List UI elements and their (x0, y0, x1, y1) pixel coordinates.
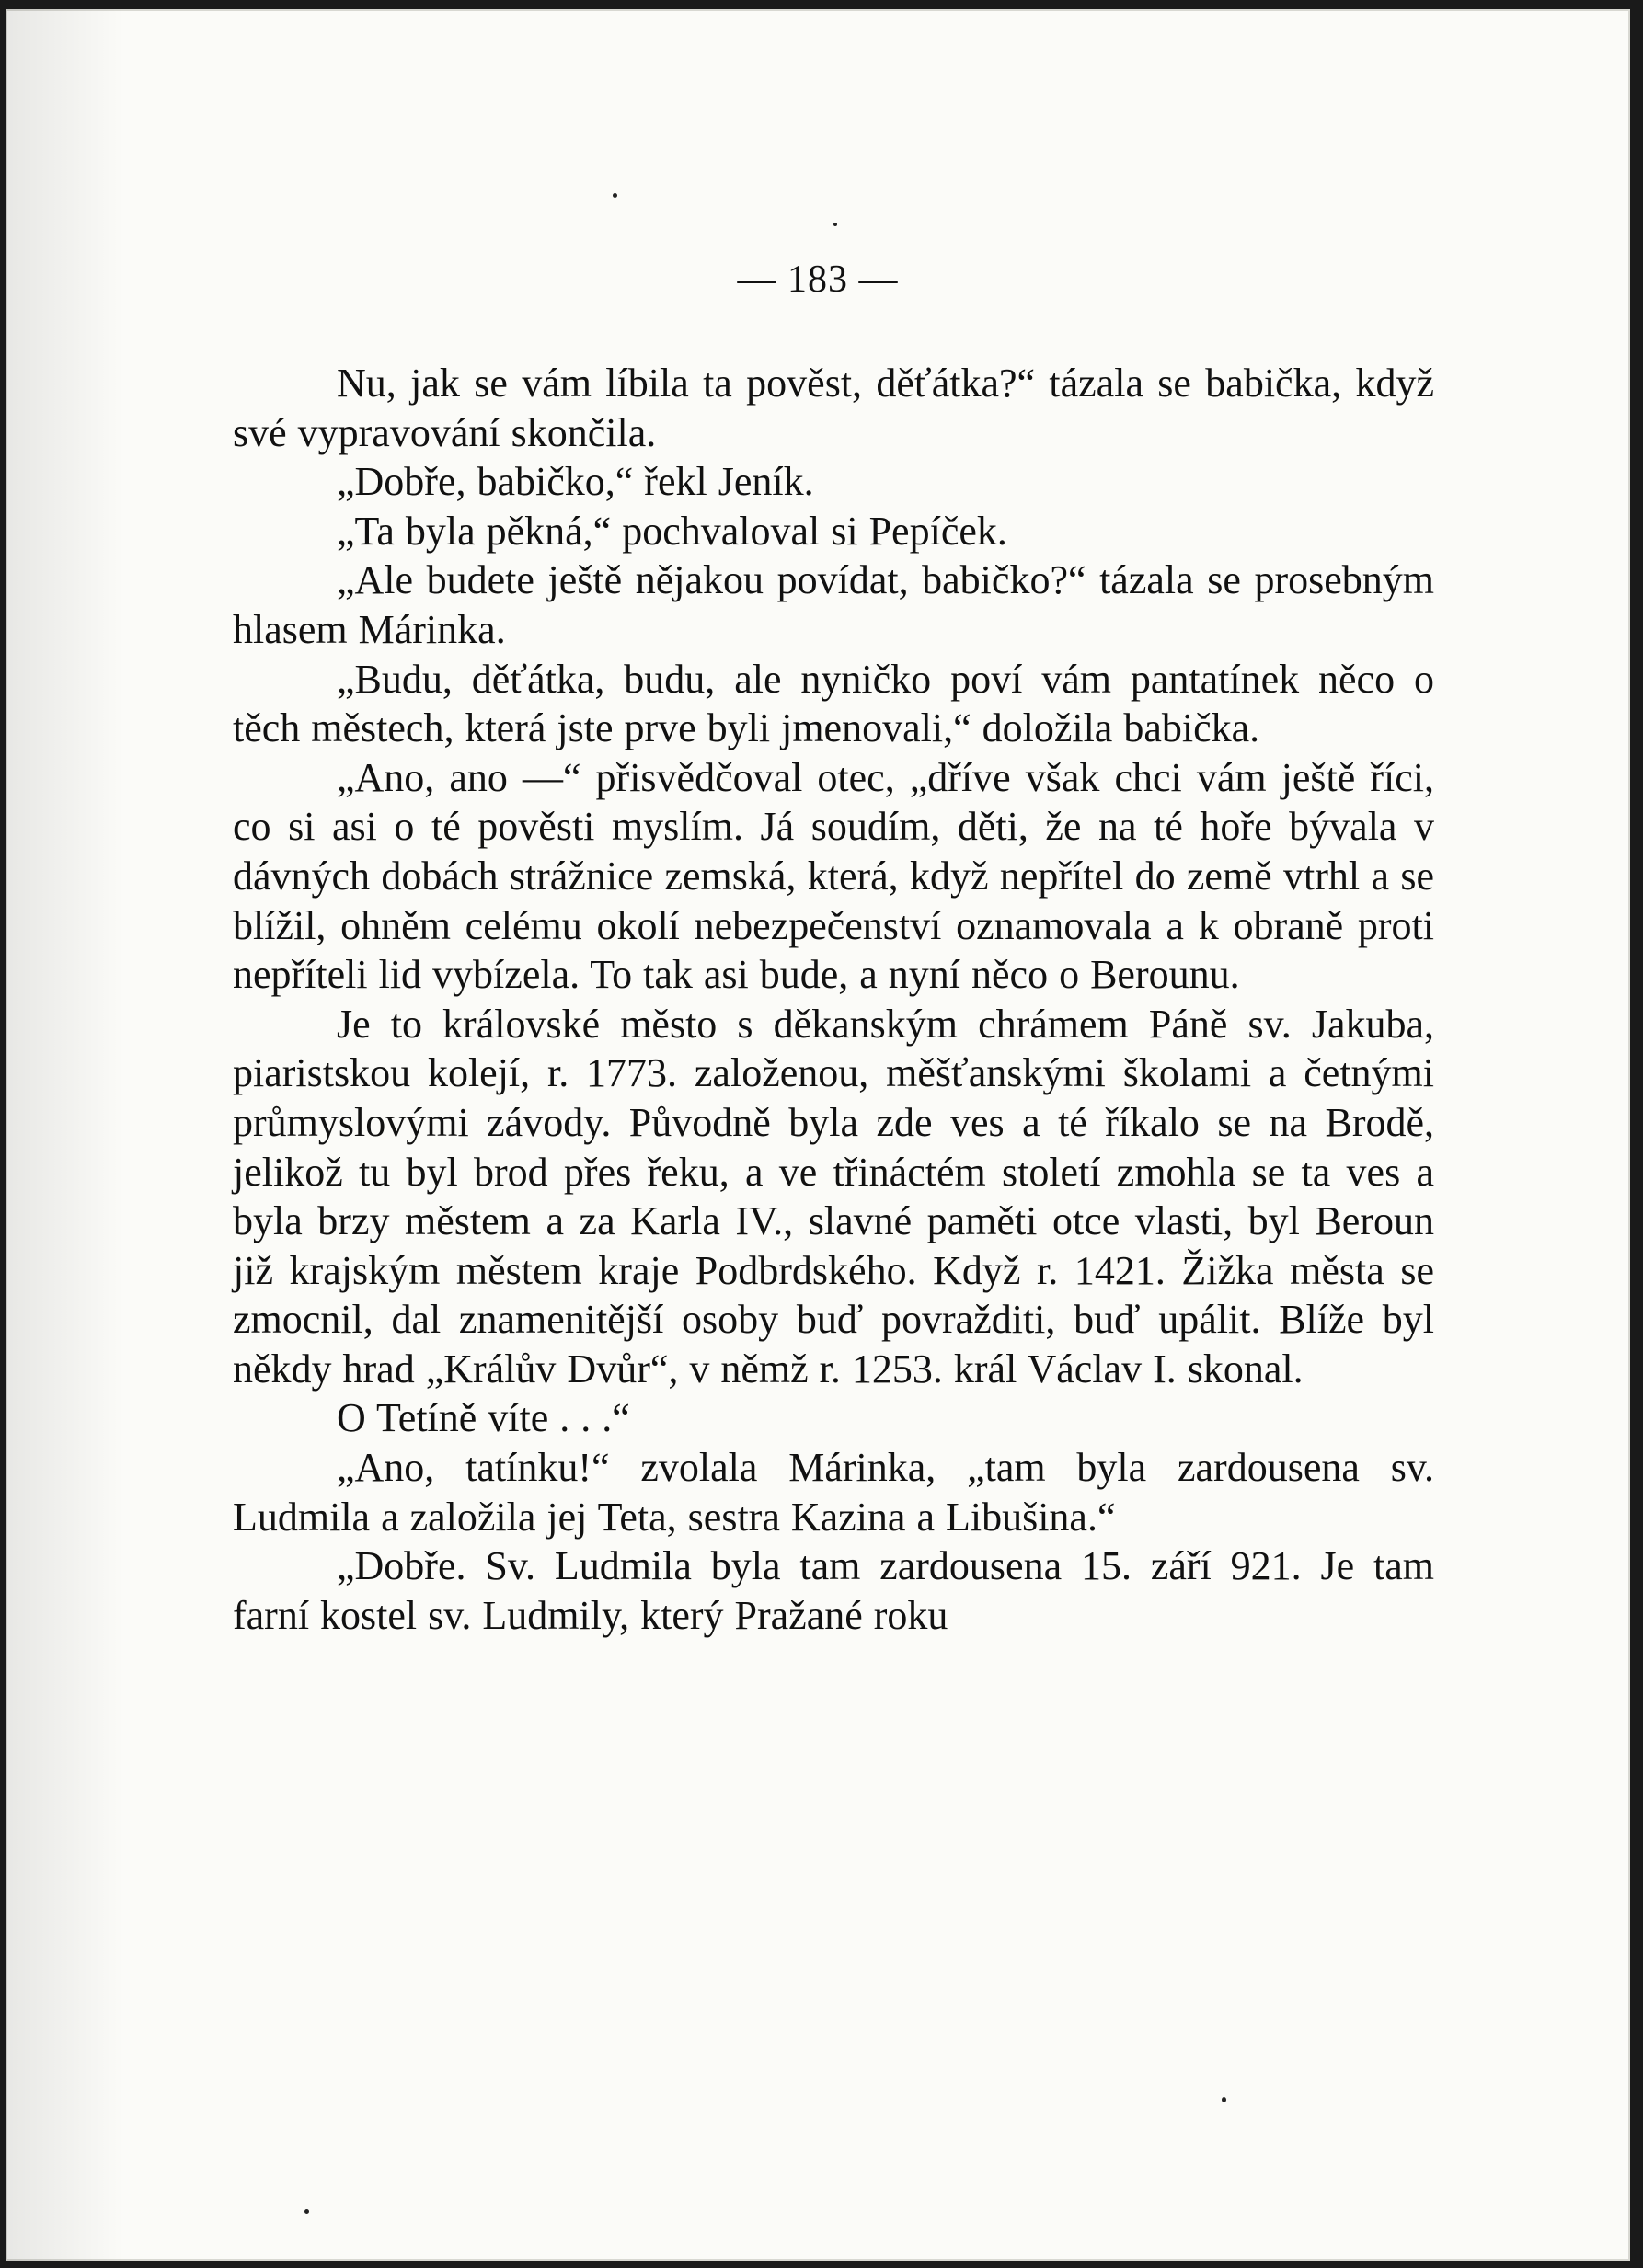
paragraph: „Dobře, babičko,“ řekl Jeník. (337, 459, 814, 505)
binding-shadow (6, 9, 125, 2261)
paragraph: „Ano, tatínku!“ zvolala Márinka, „tam byla zardousena sv. Ludmila a založila jej Teta, sestra Kazina a Libušina.“ (233, 1445, 1434, 1540)
body-text (233, 359, 1434, 1640)
print-speck (304, 2209, 309, 2214)
print-speck (833, 223, 837, 226)
print-speck (613, 193, 617, 198)
paragraph: Nu, jak se vám líbila ta pověst, děťátka?“ tázala se babička, když své vypravování skončila. (233, 361, 1434, 455)
paragraph: O Tetíně víte . . .“ (337, 1395, 630, 1441)
paragraph: „Ano, ano —“ přisvědčoval otec, „dříve však chci vám ještě říci, co si asi o té pověsti myslím. Já soudím, děti, že na té hoře bývala v dávných dobách strážnice zemská, která, když nepřítel do země vtrhl a se blížil, ohněm celému okolí nebezpečenství oznamovala a k obraně proti nepříteli lid vybízela. To tak asi bude, a nyní něco o Berounu. (233, 754, 1434, 998)
page-number: — 183 — (737, 258, 899, 301)
paragraph: Je to královské město s děkanským chrámem Páně sv. Jakuba, piaristskou kolejí, r. 1773. založenou, měšťanskými školami a četnými průmyslovými závody. Původně byla zde ves a té říkalo se na Brodě, jelikož tu byl brod přes řeku, a ve třináctém století zmohla se ta ves a byla brzy městem a za Karla IV., slavné paměti otce vlasti, byl Beroun již krajským městem kraje Podbrdského. Když r. 1421. Žižka města se zmocnil, dal znamenitější osoby buď povražditi, buď upálit. Blíže byl někdy hrad „Králův Dvůr“, v němž r. 1253. král Václav I. skonal. (233, 1001, 1434, 1392)
paragraph: „Ale budete ještě nějakou povídat, babičko?“ tázala se prosebným hlasem Márinka. (233, 557, 1434, 652)
print-speck (1222, 2097, 1226, 2102)
paragraph: „Ta byla pěkná,“ pochvaloval si Pepíček. (337, 508, 1007, 554)
book-page (6, 9, 1630, 2261)
paragraph: „Budu, děťátka, budu, ale nyničko poví vám pantatínek něco o těch městech, která jste prve byli jmenovali,“ doložila babička. (233, 656, 1434, 751)
paragraph: „Dobře. Sv. Ludmila byla tam zardousena 15. září 921. Je tam farní kostel sv. Ludmily, který Pražané roku (233, 1543, 1434, 1638)
